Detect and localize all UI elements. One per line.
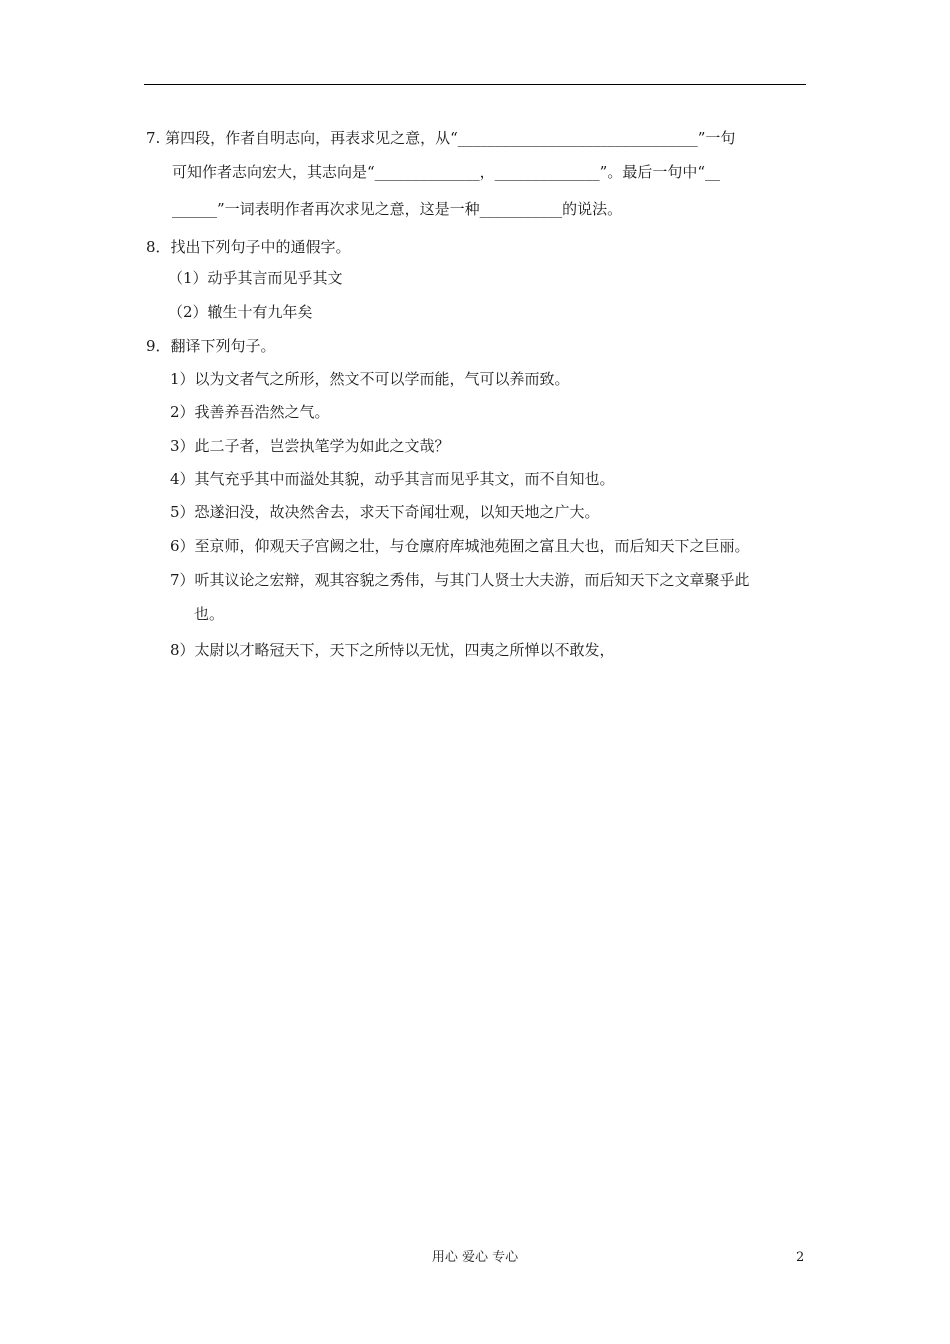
question-9-item-5: 5）恐遂汩没，故决然舍去，求天下奇闻壮观，以知天地之广大。: [170, 503, 600, 521]
page-number: 2: [796, 1250, 805, 1265]
question-9-item-7: 7）听其议论之宏辩，观其容貌之秀伟，与其门人贤士大夫游，而后知天下之文章聚乎此: [170, 571, 750, 589]
question-8-title: 8．找出下列句子中的通假字。: [146, 238, 351, 256]
question-9-item-6: 6）至京师，仰观天子宫阙之壮，与仓廪府库城池苑囿之富且大也，而后知天下之巨丽。: [170, 537, 750, 555]
question-7-line-1: 7. 第四段，作者自明志向，再表求见之意，从“________________________________”一句: [146, 129, 736, 147]
question-9-item-4: 4）其气充乎其中而溢处其貌，动乎其言而见乎其文，而不自知也。: [170, 470, 615, 488]
question-9-title: 9．翻译下列句子。: [146, 337, 276, 355]
question-9-item-7-continuation: 也。: [194, 605, 225, 623]
question-9-item-8: 8）太尉以才略冠天下，天下之所恃以无忧，四夷之所惮以不敢发，: [170, 641, 615, 659]
footer-slogan: 用心 爱心 专心: [431, 1250, 519, 1265]
question-8-item-2: （2）辙生十有九年矣: [168, 303, 313, 321]
question-9-item-2: 2）我善养吾浩然之气。: [170, 403, 330, 421]
question-8-item-1: （1）动乎其言而见乎其文: [168, 269, 343, 287]
question-7-line-2: 可知作者志向宏大，其志向是“______________，______________”。最后一句中“__: [172, 163, 721, 181]
question-9-item-1: 1）以为文者气之所形，然文不可以学而能，气可以养而致。: [170, 370, 570, 388]
question-9-item-3: 3）此二子者，岂尝执笔学为如此之文哉？: [170, 437, 450, 455]
header-rule: [144, 84, 806, 85]
question-7-line-3: ______”一词表明作者再次求见之意，这是一种___________的说法。: [172, 200, 623, 218]
